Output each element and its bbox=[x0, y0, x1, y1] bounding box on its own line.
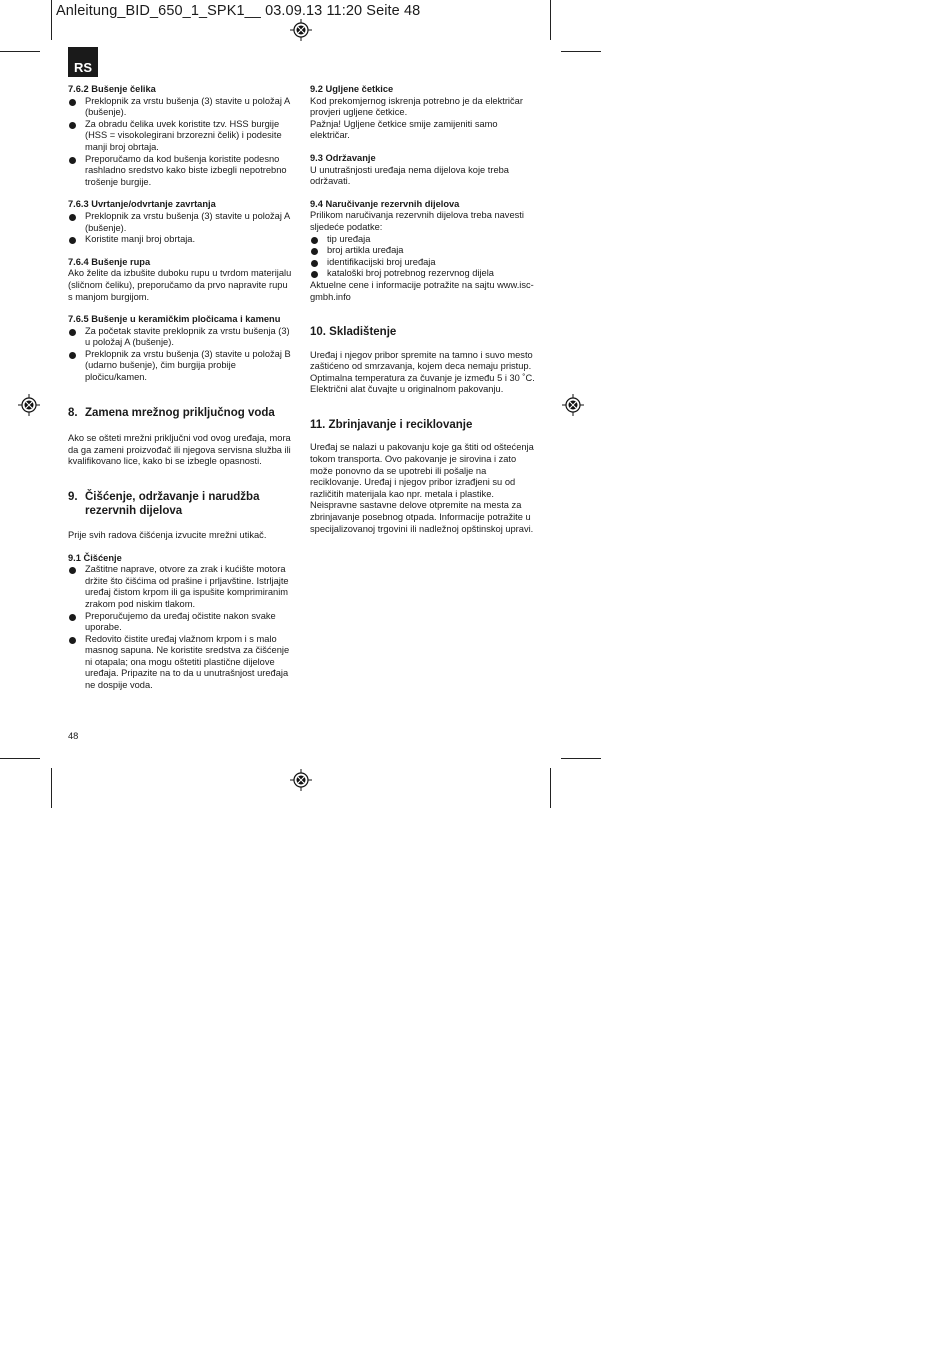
heading-section-9-line-2: rezervnih dijelova bbox=[85, 505, 183, 518]
paragraph: Ako se ošteti mrežni priključni vod ovog uređaja, mora da ga zameni proizvođač ili njegova servisna služba ili kvalifikovano lice, kako bi se izbegle opasnosti. bbox=[68, 433, 291, 467]
section-title-9-4: 9.4 Naručivanje rezervnih dijelova bbox=[310, 198, 460, 209]
bullet-item: kataloški broj potrebnog rezervnog dijela bbox=[310, 268, 536, 280]
bullet-item: Preporučujemo da uređaj očistite nakon svake uporabe. bbox=[68, 611, 294, 634]
section-title-7-6-3: 7.6.3 Uvrtanje/odvrtanje zavrtanja bbox=[68, 199, 216, 210]
heading-section-8 bbox=[68, 406, 294, 421]
section-title-9-3: 9.3 Održavanje bbox=[310, 152, 376, 163]
crop-mark bbox=[550, 0, 551, 40]
registration-mark-icon bbox=[18, 394, 40, 416]
crop-mark bbox=[0, 51, 40, 52]
bullet-item: Za početak stavite preklopnik za vrstu bušenja (3) u položaj A (bušenje). bbox=[68, 326, 294, 349]
registration-mark-icon bbox=[290, 19, 312, 41]
heading-section-10: 10. Skladištenje bbox=[310, 326, 397, 339]
section-title-7-6-4: 7.6.4 Bušenje rupa bbox=[68, 256, 151, 267]
bullet-item: Redovito čistite uređaj vlažnom krpom i s malo masnog sapuna. Ne koristite sredstva za čišćenje ni otapala; ona mogu oštetiti plastične dijelove uređaja. Pripazite na to da u unutrašnjost uređaja ne dospije voda. bbox=[68, 634, 294, 692]
crop-mark bbox=[561, 758, 601, 759]
section-title-7-6-2: 7.6.2 Bušenje čelika bbox=[68, 84, 156, 94]
bullet-item: Preporučamo da kod bušenja koristite podesno rashladno sredstvo kako biste izbegli nepotrebno trošenje burgije. bbox=[68, 154, 294, 189]
page-number: 48 bbox=[68, 731, 79, 741]
paragraph: Pažnja! Ugljene četkice smije zamijeniti samo električar. bbox=[310, 118, 498, 141]
paragraph: Kod prekomjernog iskrenja potrebno je da električar provjeri ugljene četkice. bbox=[310, 95, 523, 118]
file-header: Anleitung_BID_650_1_SPK1__ 03.09.13 11:20 Seite 48 bbox=[56, 3, 421, 19]
paragraph: Uređaj se nalazi u pakovanju koje ga štiti od oštećenja tokom transporta. Ovo pakovanje je sirovina i zato može ponovno da se upotrebi ili pošalje na reciklovanje. Uređaj i njegov pribor izrađjeni su od različitih materijala kao npr. metala i plastike. Neispravne sastavne delove otpremite na mesta za zbrinjavanje posebnog otpada. Informacije potražite u specijalizovanoj trgovini ili nadležnoj opštinskoj upravi. bbox=[310, 442, 534, 534]
bullet-item: tip uređaja bbox=[310, 234, 536, 246]
crop-mark bbox=[0, 758, 40, 759]
paragraph: Uređaj i njegov pribor spremite na tamno i suvo mesto zaštićeno od smrzavanja, kojem deca nemaju pristup. Optimalna temperatura za čuvanje je između 5 i 30 ˚C. Električni alat čuvajte u originalnom pakovanju. bbox=[310, 349, 535, 395]
paragraph: Prije svih radova čišćenja izvucite mrežni utikač. bbox=[68, 529, 267, 540]
language-badge: RS bbox=[68, 47, 98, 77]
heading-text: Čišćenje, održavanje i narudžba bbox=[85, 490, 260, 503]
paragraph: Aktuelne cene i informacije potražite na sajtu www.isc-gmbh.info bbox=[310, 279, 534, 302]
heading-section-11: 11. Zbrinjavanje i reciklovanje bbox=[310, 418, 473, 431]
registration-mark-icon bbox=[562, 394, 584, 416]
crop-mark bbox=[51, 0, 52, 40]
registration-mark-icon bbox=[290, 769, 312, 791]
bullet-item: Preklopnik za vrstu bušenja (3) stavite u položaj B (udarno bušenje), čim burgija probije pločicu/kamen. bbox=[68, 349, 294, 384]
heading-section-9 bbox=[68, 490, 294, 505]
section-title-9-1: 9.1 Čišćenje bbox=[68, 552, 122, 563]
left-column bbox=[68, 84, 294, 692]
bullet-item: Preklopnik za vrstu bušenja (3) stavite u položaj A (bušenje). bbox=[68, 96, 294, 119]
bullet-item: Zaštitne naprave, otvore za zrak i kućište motora držite što čišćima od prašine i prljavštine. Istrljajte uređaj čistom krpom ili ga ispušite komprimiranim zrakom pod niskim tlakom. bbox=[68, 564, 294, 610]
section-title-7-6-5: 7.6.5 Bušenje u keramičkim pločicama i kamenu bbox=[68, 314, 281, 325]
bullet-item: Koristite manji broj obrtaja. bbox=[68, 234, 294, 246]
heading-text: Zamena mrežnog priključnog voda bbox=[85, 406, 275, 419]
crop-mark bbox=[561, 51, 601, 52]
bullet-item: Za obradu čelika uvek koristite tzv. HSS burgije (HSS = visokolegirani brzorezni čelik) i podesite manji broj obrtaja. bbox=[68, 119, 294, 154]
paragraph: Ako želite da izbušite duboku rupu u tvrdom materijalu (sličnom čeliku), preporučamo da prvo napravite rupu s manjom burgijom. bbox=[68, 268, 292, 302]
bullet-item: broj artikla uređaja bbox=[310, 245, 536, 257]
crop-mark bbox=[51, 768, 52, 808]
paragraph: Prilikom naručivanja rezervnih dijelova treba navesti sljedeće podatke: bbox=[310, 210, 524, 232]
paragraph: U unutrašnjosti uređaja nema dijelova koje treba održavati. bbox=[310, 164, 509, 187]
heading-number: 9. bbox=[68, 490, 78, 503]
section-title-9-2: 9.2 Ugljene četkice bbox=[310, 84, 394, 94]
bullet-item: Preklopnik za vrstu bušenja (3) stavite u položaj A (bušenje). bbox=[68, 211, 294, 234]
crop-mark bbox=[550, 768, 551, 808]
heading-number: 8. bbox=[68, 406, 78, 419]
bullet-item: identifikacijski broj uređaja bbox=[310, 257, 536, 269]
right-column bbox=[310, 84, 536, 535]
